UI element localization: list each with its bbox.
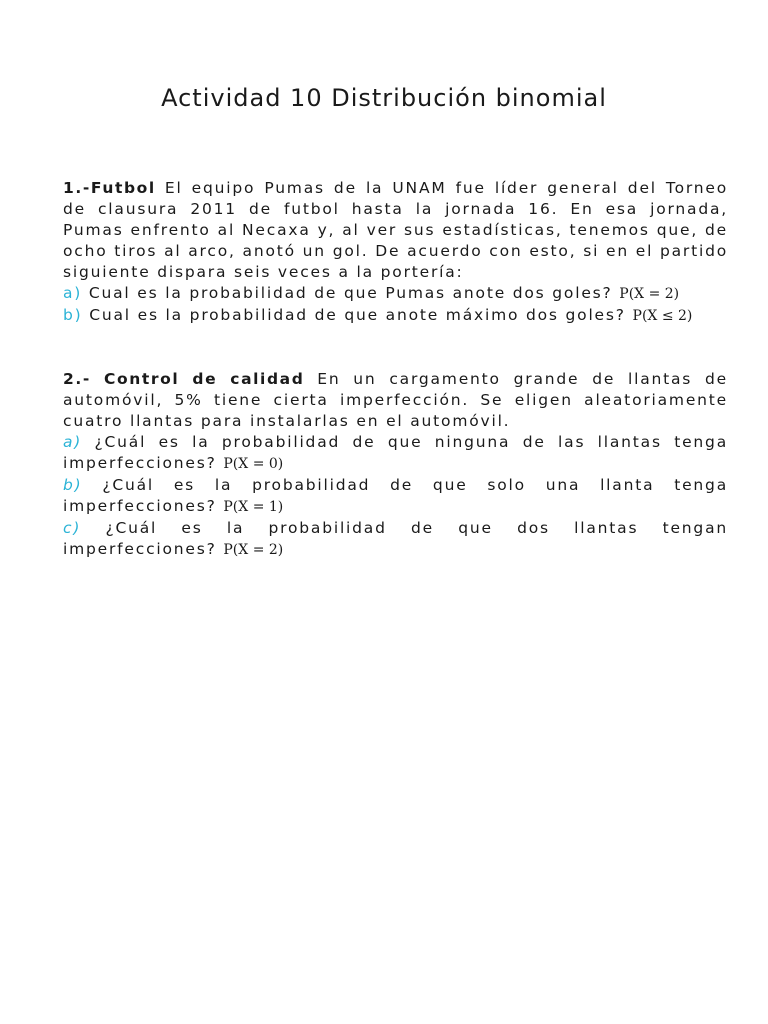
question-1b [63, 305, 728, 327]
problem-2-heading: 2.- Control de calidad [63, 370, 305, 388]
question-marker: b) [63, 306, 83, 324]
question-2a [63, 432, 728, 475]
question-text: Cual es la probabilidad de que Pumas anote dos goles? [88, 284, 613, 302]
problem-2-statement [63, 369, 728, 432]
question-text: ¿Cuál es la probabilidad de que ninguna de las llantas tenga imperfecciones? [63, 433, 728, 472]
problem-1-statement [63, 178, 728, 283]
problem-1 [63, 178, 728, 327]
question-marker: b) [63, 476, 83, 494]
question-text: ¿Cuál es la probabilidad de que dos llantas tengan imperfecciones? [63, 519, 728, 558]
question-formula: P(X = 2) [223, 542, 284, 558]
question-text: Cual es la probabilidad de que anote máximo dos goles? [89, 306, 626, 324]
question-formula: P(X = 0) [223, 456, 284, 472]
question-1a [63, 283, 728, 305]
question-formula: P(X = 2) [619, 286, 680, 302]
question-2c [63, 518, 728, 561]
problem-1-heading: 1.-Futbol [63, 179, 156, 197]
problem-2 [63, 369, 728, 561]
page-title: Actividad 10 Distribución binomial [161, 84, 607, 112]
problem-2-body: En un cargamento grande de llantas de automóvil, 5% tiene cierta imperfección. Se eligen aleatoriamente cuatro llantas para instalarlas en el automóvil. [63, 370, 728, 430]
question-formula: P(X ≤ 2) [632, 308, 693, 324]
question-formula: P(X = 1) [223, 499, 284, 515]
problem-1-body: El equipo Pumas de la UNAM fue líder general del Torneo de clausura 2011 de futbol hasta la jornada 16. En esa jornada, Pumas enfrento al Necaxa y, al ver sus estadísticas, tenemos que, de ocho tiros al arco, anotó un gol. De acuerdo con esto, si en el partido siguiente dispara seis veces a la portería: [63, 179, 728, 281]
question-marker: a) [63, 433, 83, 451]
question-marker: c) [63, 519, 82, 537]
question-text: ¿Cuál es la probabilidad de que solo una llanta tenga imperfecciones? [63, 476, 728, 515]
question-marker: a) [63, 284, 83, 302]
question-2b [63, 475, 728, 518]
